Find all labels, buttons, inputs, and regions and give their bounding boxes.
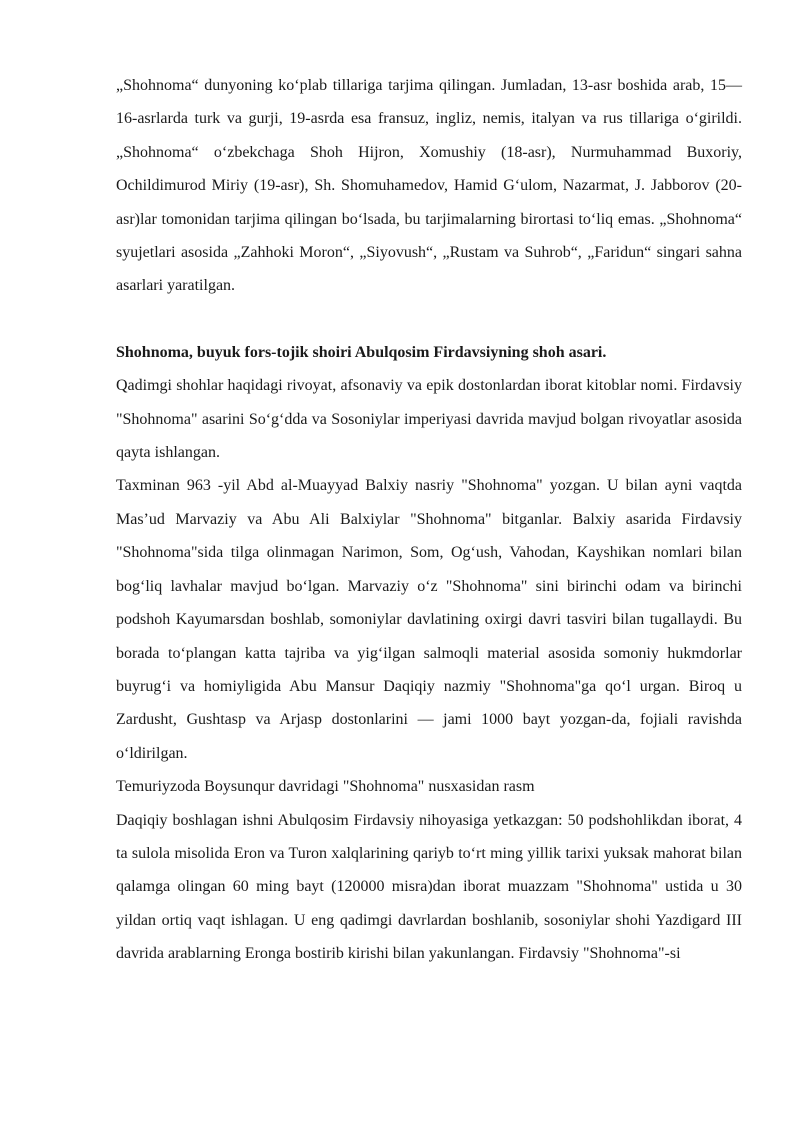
- paragraph-history: Taxminan 963 -yil Abd al-Muayyad Balxiy nasriy "Shohnoma" yozgan. U bilan ayni vaqtda Mas’ud Marvaziy va Abu Ali Balxiylar "Shohnoma" bitganlar. Balxiy asarida Firdavsiy "Shohnoma"sida tilga olinmagan Narimon, Som, Ogʻush, Vahodan, Kayshikan nomlari bilan bogʻliq lavhalar mavjud boʻlgan. Marvaziy oʻz "Shohnoma" sini birinchi odam va birinchi podshoh Kayumarsdan boshlab, somoniylar davlatining oxirgi davri tasviri bilan tugallaydi. Bu borada toʻplangan katta tajriba va yigʻilgan salmoqli material asosida somoniy hukmdorlar buyrugʻi va homiyligida Abu Mansur Daqiqiy nazmiy "Shohnoma"ga qoʻl urgan. Biroq u Zardusht, Gushtasp va Arjasp dostonlarini — jami 1000 bayt yozgan-da, fojiali ravishda oʻldirilgan.: [116, 477, 742, 762]
- document-page: [116, 69, 742, 971]
- section-heading: Shohnoma, buyuk fors-tojik shoiri Abulqosim Firdavsiyning shoh asari.: [116, 343, 607, 361]
- image-caption-text: Temuriyzoda Boysunqur davridagi "Shohnoma" nusxasidan rasm: [116, 778, 535, 796]
- paragraph-spacer: [116, 303, 742, 336]
- paragraph-translations: „Shohnoma“ dunyoning koʻplab tillariga tarjima qilingan. Jumladan, 13-asr boshida arab, 15—16-asrlarda turk va gurji, 19-asrda esa fransuz, ingliz, nemis, italyan va rus tillariga oʻgirildi. „Shohnoma“ oʻzbekchaga Shoh Hijron, Xomushiy (18-asr), Nurmuhammad Buxoriy, Ochildimurod Miriy (19-asr), Sh. Shomuhamedov, Hamid Gʻulom, Nazarmat, J. Jabborov (20-asr)lar tomonidan tarjima qilingan boʻlsada, bu tarjimalarning birortasi toʻliq emas. „Shohnoma“ syujetlari asosida „Zahhoki Moron“, „Siyovush“, „Rustam va Suhrob“, „Faridun“ singari sahna asarlari yaratilgan.: [116, 77, 742, 295]
- paragraph-firdavsiy: Daqiqiy boshlagan ishni Abulqosim Firdavsiy nihoyasiga yetkazgan: 50 podshohlikdan iborat, 4 ta sulola misolida Eron va Turon xalqlarining qariyb toʻrt ming yillik tarixi yuksak mahorat bilan qalamga olingan 60 ming bayt (120000 misra)dan iborat muazzam "Shohnoma" ustida u 30 yildan ortiq vaqt ishlagan. U eng qadimgi davrlardan boshlanib, sosoniylar shohi Yazdigard III davrida arablarning Eronga bostirib kirishi bilan yakunlangan. Firdavsiy "Shohnoma"-si: [116, 811, 742, 963]
- paragraph-definition: Qadimgi shohlar haqidagi rivoyat, afsonaviy va epik dostonlardan iborat kitoblar nomi. Firdavsiy "Shohnoma" asarini Soʻgʻdda va Sosoniylar imperiyasi davrida mavjud bolgan rivoyatlar asosida qayta ishlangan.: [116, 377, 742, 462]
